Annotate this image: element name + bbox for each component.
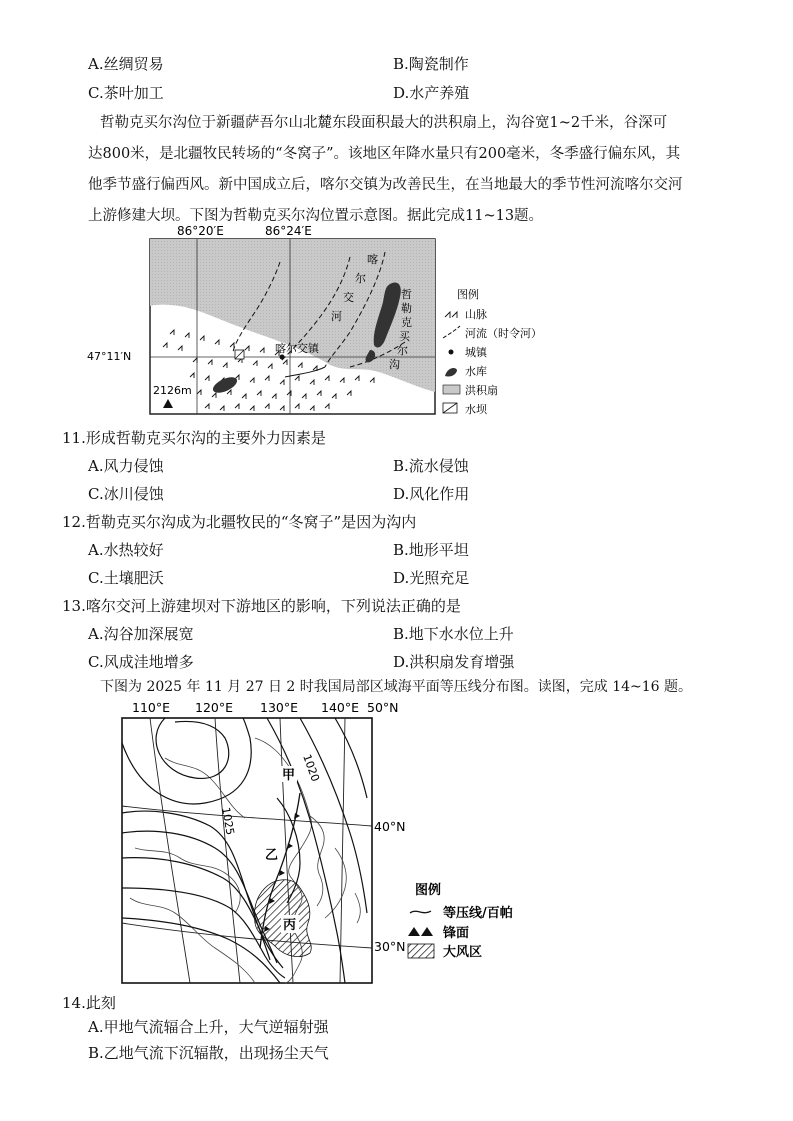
legend-alluvial-fan: [443, 383, 498, 397]
q13-option-d: D.洪积扇发育增强: [393, 653, 515, 671]
q14-option-a: A.甲地气流辐合上升，大气逆辐射强: [88, 1018, 329, 1036]
elevation-label: 2126m: [153, 384, 192, 397]
svg-text:120°E: 120°E: [195, 700, 234, 715]
front-icon: [408, 927, 433, 936]
svg-text:尔: 尔: [355, 272, 366, 285]
q11-option-d: D.风化作用: [393, 485, 470, 503]
legend-title: 图例: [415, 883, 442, 898]
alluvial-fan-icon: [443, 385, 460, 394]
passage-1: [88, 108, 742, 232]
map-frame: [122, 718, 372, 983]
q13-option-b: B.地下水水位上升: [393, 625, 514, 643]
legend-isobar: [410, 905, 513, 921]
lon-label-2: 86°24′E: [265, 224, 312, 238]
legend-reservoir: [445, 364, 487, 378]
reservoir-icon: [445, 368, 457, 377]
svg-text:130°E: 130°E: [260, 700, 299, 715]
q10-option-a: A.丝绸贸易: [88, 55, 164, 73]
lat-label: 47°11′N: [87, 350, 132, 363]
svg-text:喀: 喀: [367, 253, 378, 266]
svg-text:洪积扇: 洪积扇: [465, 384, 498, 397]
svg-text:110°E: 110°E: [132, 700, 171, 715]
point-jia: 甲: [282, 768, 296, 783]
svg-text:尔: 尔: [397, 344, 408, 357]
lat-label-30n: 30°N: [374, 939, 406, 954]
svg-text:锋面: 锋面: [443, 926, 470, 941]
q10-option-c: C.茶叶加工: [88, 84, 164, 102]
svg-text:水坝: 水坝: [465, 403, 487, 416]
svg-text:50°N: 50°N: [367, 700, 399, 715]
svg-text:水库: 水库: [465, 365, 487, 378]
legend-mountain: [445, 308, 487, 321]
gale-zone-icon: [408, 944, 434, 958]
legend-gale: [408, 944, 482, 960]
svg-text:河: 河: [331, 310, 342, 323]
q12-option-c: C.土壤肥沃: [88, 569, 164, 587]
q12-option-d: D.光照充足: [393, 569, 470, 587]
location-map-1: [85, 222, 565, 417]
q13-option-a: A.沟谷加深展宽: [88, 625, 194, 643]
isobar-label-1025: 1025: [219, 806, 237, 837]
q12-option-b: B.地形平坦: [393, 541, 469, 559]
q10-option-b: B.陶瓷制作: [393, 55, 469, 73]
passage-1-line: 他季节盛行偏西风。新中国成立后，喀尔交镇为改善民生，在当地最大的季节性河流喀尔交河: [88, 177, 683, 193]
legend-river: [443, 326, 542, 340]
legend-title: 图例: [457, 288, 479, 301]
town-label: 喀尔交镇: [275, 342, 319, 355]
q11-stem: 11.形成哲勒克买尔沟的主要外力因素是: [62, 429, 326, 447]
lon-label-1: 86°20′E: [177, 224, 224, 238]
q12-option-a: A.水热较好: [88, 541, 164, 559]
legend-town: [449, 345, 488, 359]
q11-option-a: A.风力侵蚀: [88, 457, 164, 475]
svg-text:勒: 勒: [401, 302, 412, 315]
svg-text:大风区: 大风区: [443, 945, 483, 960]
q13-stem: 13.喀尔交河上游建坝对下游地区的影响，下列说法正确的是: [62, 597, 461, 615]
isobar-icon: [410, 911, 431, 913]
q11-option-c: C.冰川侵蚀: [88, 485, 164, 503]
town-dot: [280, 355, 285, 360]
svg-text:克: 克: [401, 316, 412, 329]
svg-text:交: 交: [343, 291, 354, 304]
q14-option-b: B.乙地气流下沉辐散，出现扬尘天气: [88, 1044, 329, 1062]
river-icon: [443, 326, 460, 338]
svg-text:等压线/百帕: 等压线/百帕: [443, 906, 513, 921]
mountain-icon: [445, 312, 457, 318]
lat-label-40n: 40°N: [374, 819, 406, 834]
point-yi: 乙: [265, 848, 279, 863]
isobar-map: [105, 698, 545, 988]
svg-text:城镇: 城镇: [465, 346, 487, 359]
svg-text:哲: 哲: [401, 288, 412, 301]
passage-1-line: 哲勒克买尔沟位于新疆萨吾尔山北麓东段面积最大的洪积扇上，沟谷宽1~2千米，谷深可: [100, 115, 668, 131]
q11-option-b: B.流水侵蚀: [393, 457, 469, 475]
svg-text:140°E: 140°E: [321, 700, 360, 715]
isobar-label-1020: 1020: [300, 752, 322, 784]
svg-text:买: 买: [399, 330, 410, 343]
town-dot-icon: [449, 350, 454, 355]
svg-text:沟: 沟: [389, 358, 400, 371]
svg-text:河流（时令河）: 河流（时令河）: [465, 327, 542, 340]
svg-text:山脉: 山脉: [465, 308, 487, 321]
point-bing: 丙: [283, 918, 297, 933]
legend-dam: [443, 402, 488, 416]
lon-labels: [132, 700, 399, 715]
q10-option-d: D.水产养殖: [393, 84, 470, 102]
q14-stem: 14.此刻: [62, 994, 116, 1012]
legend-front: [408, 925, 469, 941]
passage-2: 下图为 2025 年 11 月 27 日 2 时我国局部区域海平面等压线分布图。读图，完成 14~16 题。: [100, 679, 693, 695]
q12-stem: 12.哲勒克买尔沟成为北疆牧民的“冬窝子”是因为沟内: [62, 513, 417, 531]
q13-option-c: C.风成洼地增多: [88, 653, 194, 671]
passage-1-line: 达800米，是北疆牧民转场的“冬窝子”。该地区年降水量只有200毫米，冬季盛行偏东风，其: [88, 146, 681, 162]
passage-1-line: 上游修建大坝。下图为哲勒克买尔沟位置示意图。据此完成11~13题。: [88, 208, 544, 224]
